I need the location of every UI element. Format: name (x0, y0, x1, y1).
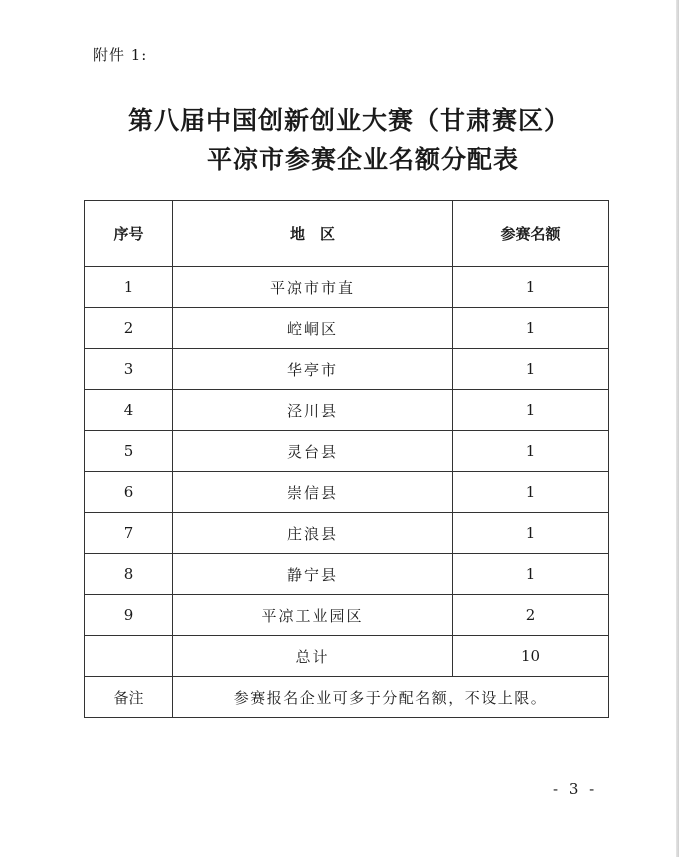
cell-index: 3 (85, 349, 173, 390)
total-row (85, 636, 609, 677)
header-region: 地 区 (173, 201, 453, 267)
cell-index: 1 (85, 267, 173, 308)
cell-index: 6 (85, 472, 173, 513)
cell-region: 崇信县 (173, 472, 453, 513)
cell-quota: 2 (453, 595, 609, 636)
cell-total-value: 10 (453, 636, 609, 677)
cell-index: 5 (85, 431, 173, 472)
cell-region: 华亭市 (173, 349, 453, 390)
table-header-row (85, 201, 609, 267)
cell-region: 平凉工业园区 (173, 595, 453, 636)
cell-region: 泾川县 (173, 390, 453, 431)
header-quota: 参赛名额 (453, 201, 609, 267)
table-row (85, 431, 609, 472)
table-row (85, 349, 609, 390)
note-row (85, 677, 609, 718)
table-row (85, 390, 609, 431)
table-row (85, 267, 609, 308)
cell-quota: 1 (453, 431, 609, 472)
cell-index: 4 (85, 390, 173, 431)
cell-quota: 1 (453, 267, 609, 308)
cell-quota: 1 (453, 390, 609, 431)
document-title-line1: 第八届中国创新创业大赛（甘肃赛区） (128, 106, 571, 135)
cell-quota: 1 (453, 349, 609, 390)
cell-region: 静宁县 (173, 554, 453, 595)
cell-index: 7 (85, 513, 173, 554)
cell-region: 庄浪县 (173, 513, 453, 554)
document-title-line2: 平凉市参赛企业名额分配表 (207, 145, 520, 174)
attachment-label: 附件 1: (93, 46, 148, 64)
cell-quota: 1 (453, 472, 609, 513)
cell-note-text: 参赛报名企业可多于分配名额，不设上限。 (173, 677, 609, 718)
page-number: - 3 - (553, 780, 598, 798)
header-index: 序号 (85, 201, 173, 267)
cell-quota: 1 (453, 308, 609, 349)
table-row (85, 554, 609, 595)
cell-index: 2 (85, 308, 173, 349)
cell-region: 崆峒区 (173, 308, 453, 349)
cell-region: 灵台县 (173, 431, 453, 472)
cell-index: 9 (85, 595, 173, 636)
table-row (85, 595, 609, 636)
table-row (85, 308, 609, 349)
cell-total-index (85, 636, 173, 677)
cell-index: 8 (85, 554, 173, 595)
cell-region: 平凉市市直 (173, 267, 453, 308)
cell-total-label: 总计 (173, 636, 453, 677)
cell-quota: 1 (453, 513, 609, 554)
quota-allocation-table (84, 200, 609, 718)
table-row (85, 513, 609, 554)
cell-note-label: 备注 (85, 677, 173, 718)
table-row (85, 472, 609, 513)
cell-quota: 1 (453, 554, 609, 595)
